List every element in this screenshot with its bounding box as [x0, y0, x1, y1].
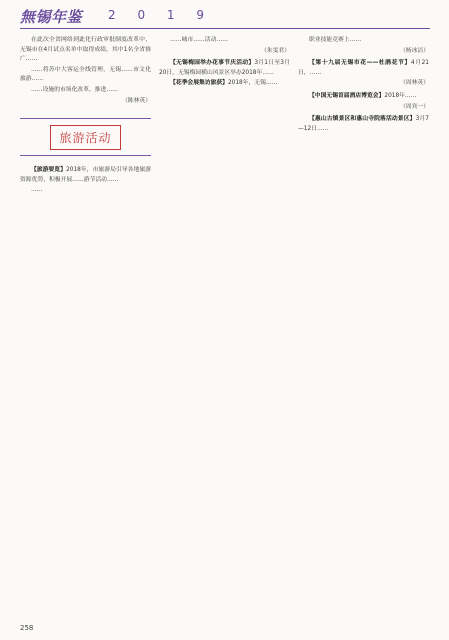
article-paragraph	[159, 36, 290, 46]
article-paragraph	[159, 79, 290, 89]
paragraph-text: ……城市……活动……	[170, 37, 228, 43]
article-paragraph	[298, 115, 429, 134]
yearbook-title: 無锡年鉴	[20, 8, 83, 26]
yearbook-year: 2 0 1 9	[108, 8, 213, 22]
paragraph-text: 3月1日至3月20日，无锡梅园横山风景区举办2018年……	[159, 60, 290, 76]
column-1	[20, 36, 151, 618]
entry-headline: 【惠山古镇景区和惠山寺院落活动景区】	[309, 116, 416, 123]
source-attribution: （朱雯君）	[261, 47, 290, 54]
source-attribution: （周宾一）	[400, 103, 429, 110]
page-header	[0, 0, 449, 30]
paragraph-text: 4月21日，……	[298, 60, 429, 76]
paragraph-text: 3月7—12日……	[298, 116, 429, 132]
column-3	[298, 36, 429, 618]
section-heading-box	[20, 118, 151, 156]
paragraph-text: 职业技能竞赛上……	[309, 37, 362, 43]
article-paragraph	[159, 59, 290, 78]
paragraph-text: 2018年……	[384, 92, 417, 99]
entry-headline: 【第十九届无锡市花——杜鹃花节】	[309, 60, 411, 67]
article-paragraph	[298, 92, 429, 102]
entry-headline: 【花季会展集访旅获】	[170, 80, 228, 87]
article-paragraph	[20, 186, 151, 196]
article-paragraph	[20, 66, 151, 85]
article-paragraph	[298, 59, 429, 78]
source-attribution: （周林英）	[400, 80, 429, 87]
paragraph-text: 2018年，市旅游局引导各地旅游资源优势，积极开展……游节活动……	[20, 167, 151, 183]
article-paragraph	[20, 166, 151, 185]
paragraph-text: ……将苏中大客运全线管理，无锡……市文化旅游……	[20, 66, 151, 83]
paragraph-text: ……	[31, 187, 43, 194]
paragraph-text: ……设施的市场化改革，推进……	[31, 86, 118, 93]
page-number: 258	[20, 624, 34, 632]
article-paragraph	[20, 36, 151, 65]
source-attribution: （杨冰洁）	[400, 47, 429, 54]
source-attribution: （陈林英）	[122, 97, 151, 104]
entry-headline: 【旅游要览】	[31, 167, 67, 174]
header-rule	[20, 28, 430, 29]
section-title: 旅游活动	[50, 125, 120, 150]
article-paragraph	[298, 36, 429, 46]
paragraph-text: 在此次全省网络到此化行政审批制度改革中，无锡市在4月试点名单中取得成绩，其中1名全省推广……	[20, 37, 151, 63]
entry-headline: 【中国无锡首届酒店博览会】	[309, 92, 385, 99]
column-2	[159, 36, 290, 618]
entry-headline: 【无锡梅园举办花事节庆活动】	[170, 60, 255, 67]
article-columns	[20, 36, 430, 618]
paragraph-text: 2018年，无锡……	[227, 80, 278, 87]
article-paragraph	[20, 86, 151, 96]
